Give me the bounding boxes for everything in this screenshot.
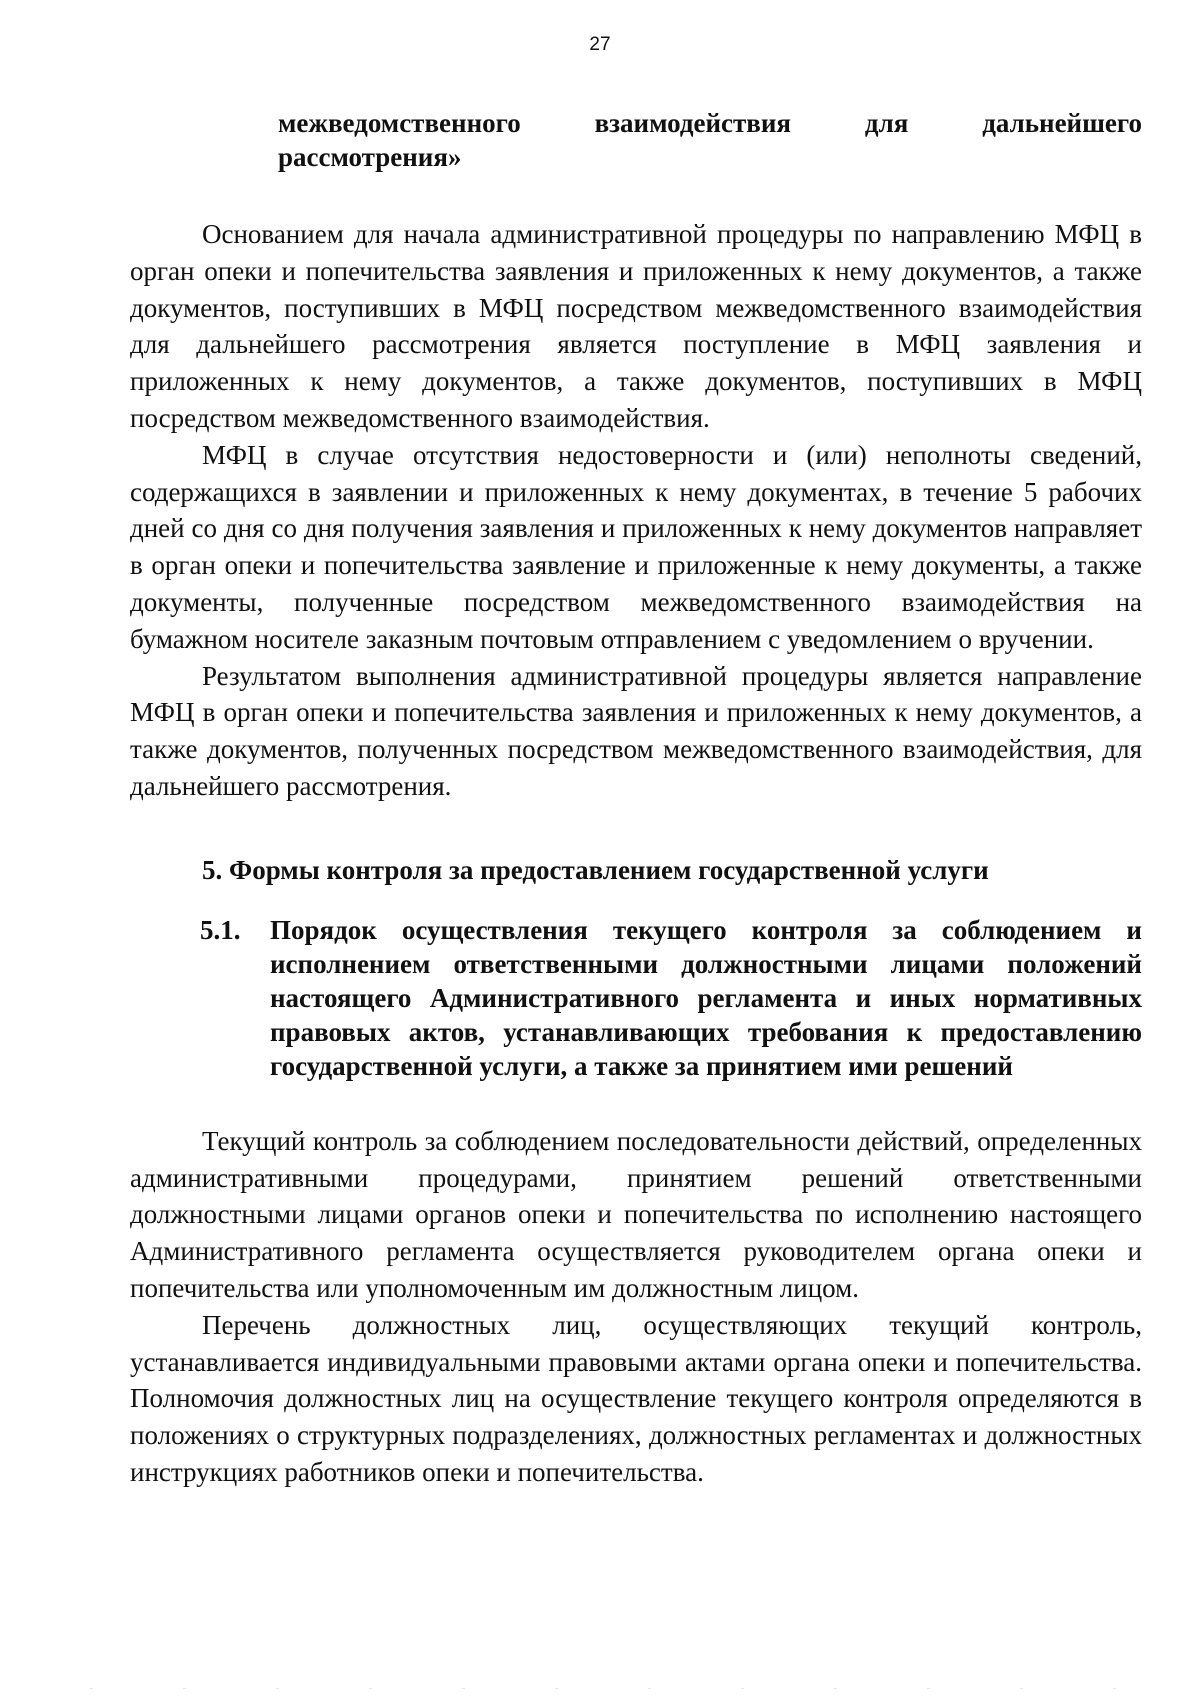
paragraph-current-control: Текущий контроль за соблюдением последовательности действий, определенных административными процедурами, принятием решений ответственными должностными лицами органов опеки и попечительства по исполнению настоящего Административного регламента осуществляется руководителем органа опеки и попечительства или уполномоченным им должностным лицом.	[130, 1125, 1142, 1303]
heading-continuation	[278, 106, 1142, 174]
heading-line-2: рассмотрения»	[278, 142, 462, 172]
subsection-title: Порядок осуществления текущего контроля за соблюдением и исполнением ответственными должностными лицами положений настоящего Административного регламента и иных нормативных правовых актов, устанавливающих требования к предоставлению государственной услуги, а также за принятием ими решений	[270, 914, 1142, 1081]
paragraph-procedure-basis: Основанием для начала административной процедуры по направлению МФЦ в орган опеки и попечительства заявления и приложенных к нему документов, а также документов, поступивших в МФЦ посредством межведомственного взаимодействия для дальнейшего рассмотрения является поступление в МФЦ заявления и приложенных к нему документов, а также документов, поступивших в МФЦ посредством межведомственного взаимодействия.	[130, 219, 1142, 433]
scan-artifact-line	[0, 1688, 1200, 1689]
page-number: 27	[589, 34, 611, 55]
subsection-number: 5.1.	[200, 914, 241, 945]
paragraph-procedure-result: Результатом выполнения административной процедуры является направление МФЦ в орган опеки и попечительства заявления и приложенных к нему документов, а также документов, полученных посредством межведомственного взаимодействия, для дальнейшего рассмотрения.	[130, 660, 1142, 801]
page-content	[130, 106, 1142, 1491]
paragraph-officials-list: Перечень должностных лиц, осуществляющих текущий контроль, устанавливается индивидуальными правовыми актами органа опеки и попечительства. Полномочия должностных лиц на осуществление текущего контроля определяются в положениях о структурных подразделениях, должностных регламентах и должностных инструкциях работников опеки и попечительства.	[130, 1309, 1142, 1487]
heading-line-1: межведомственного взаимодействия для дальнейшего	[278, 108, 1142, 138]
subsection-heading	[200, 913, 1142, 1083]
paragraph-mfc-action: МФЦ в случае отсутствия недостоверности и (или) неполноты сведений, содержащихся в заявлении и приложенных к нему документах, в течение 5 рабочих дней со дня со дня получения заявления и приложенных к нему документов направляет в орган опеки и попечительства заявление и приложенные к нему документы, а также документы, полученные посредством межведомственного взаимодействия на бумажном носителе заказным почтовым отправлением с уведомлением о вручении.	[130, 439, 1142, 654]
section-title: 5. Формы контроля за предоставлением государственной услуги	[202, 854, 989, 885]
